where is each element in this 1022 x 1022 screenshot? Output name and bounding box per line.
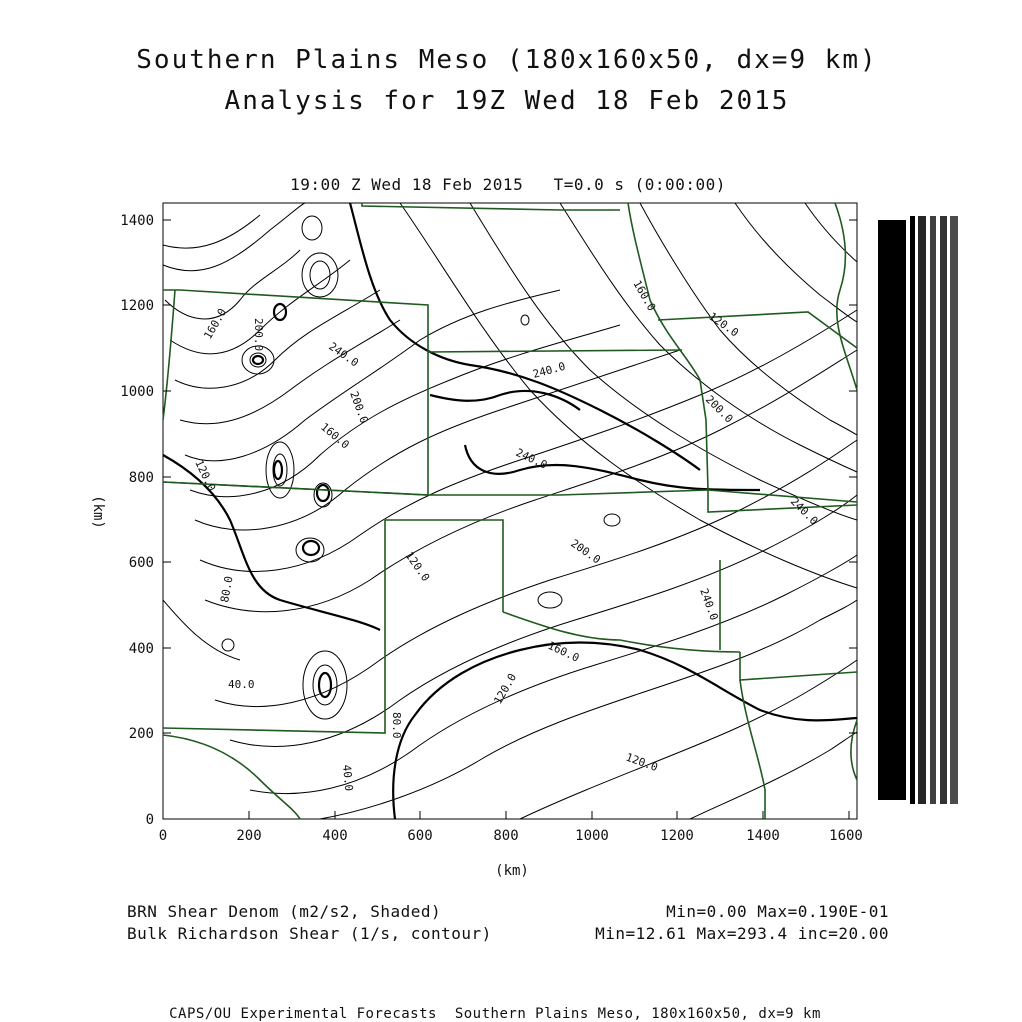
plot-time-label: 19:00 Z Wed 18 Feb 2015 T=0.0 s (0:00:00) [290,175,726,194]
y-tick-label: 1000 [120,384,154,400]
contour-label: 80.0 [390,712,403,739]
title-line-1: Southern Plains Meso (180x160x50, dx=9 km) [136,45,878,75]
x-axis-label: (km) [495,863,529,879]
title-line-2: Analysis for 19Z Wed 18 Feb 2015 [224,86,790,116]
y-tick-label: 800 [128,470,154,486]
x-tick-label: 1600 [829,828,863,844]
plot-area [90,203,863,879]
contour-label: 160.0 [630,278,659,314]
y-axis-label: (km) [90,495,106,529]
y-tick-label: 1400 [120,213,154,229]
contour-label: 160.0 [545,638,582,665]
x-tick-labels [159,828,863,844]
contour-label: 120.0 [706,309,741,340]
contour-label: 40.0 [340,764,356,792]
contour-label: 240.0 [513,445,550,472]
y-tick-labels [120,213,154,828]
contour-label: 160.0 [201,306,230,342]
y-tick-label: 400 [128,641,154,657]
shaded-field-label: BRN Shear Denom (m2/s2, Shaded) [127,902,442,921]
contour-label: 80.0 [218,575,236,604]
contour-label: 240.0 [531,359,567,381]
y-tick-label: 200 [128,726,154,742]
contour-label: 120.0 [192,457,219,494]
x-tick-label: 600 [407,828,433,844]
y-tick-label: 1200 [120,298,154,314]
contour-label: 120.0 [491,671,520,707]
contour-label: 240.0 [787,494,821,528]
contour-label: 200.0 [702,392,736,426]
y-tick-label: 0 [145,812,154,828]
contour-label: 40.0 [228,678,255,691]
x-tick-label: 1400 [746,828,780,844]
x-tick-label: 400 [322,828,348,844]
contour-label: 240.0 [326,339,361,370]
contour-field-stats: Min=12.61 Max=293.4 inc=20.00 [595,924,889,943]
contour-label: 200.0 [347,389,371,426]
contour-label: 160.0 [318,420,352,452]
footer-credit: CAPS/OU Experimental Forecasts Southern Plains Meso, 180x160x50, dx=9 km [169,1006,821,1022]
contour-label: 200.0 [252,318,265,352]
contour-field-label: Bulk Richardson Shear (1/s, contour) [127,924,492,943]
x-tick-label: 0 [158,828,168,844]
shaded-field-stats: Min=0.00 Max=0.190E-01 [666,902,889,921]
x-tick-label: 200 [236,828,262,844]
x-tick-label: 800 [493,828,519,844]
contour-label: 120.0 [402,549,433,584]
contour-label: 120.0 [623,750,660,775]
y-tick-label: 600 [128,555,154,571]
colorbar [878,220,906,800]
x-tick-label: 1200 [660,828,694,844]
x-tick-label: 1000 [575,828,609,844]
contour-label: 240.0 [697,586,721,623]
colorbar-labels [910,216,958,804]
contour-label: 200.0 [568,536,603,567]
